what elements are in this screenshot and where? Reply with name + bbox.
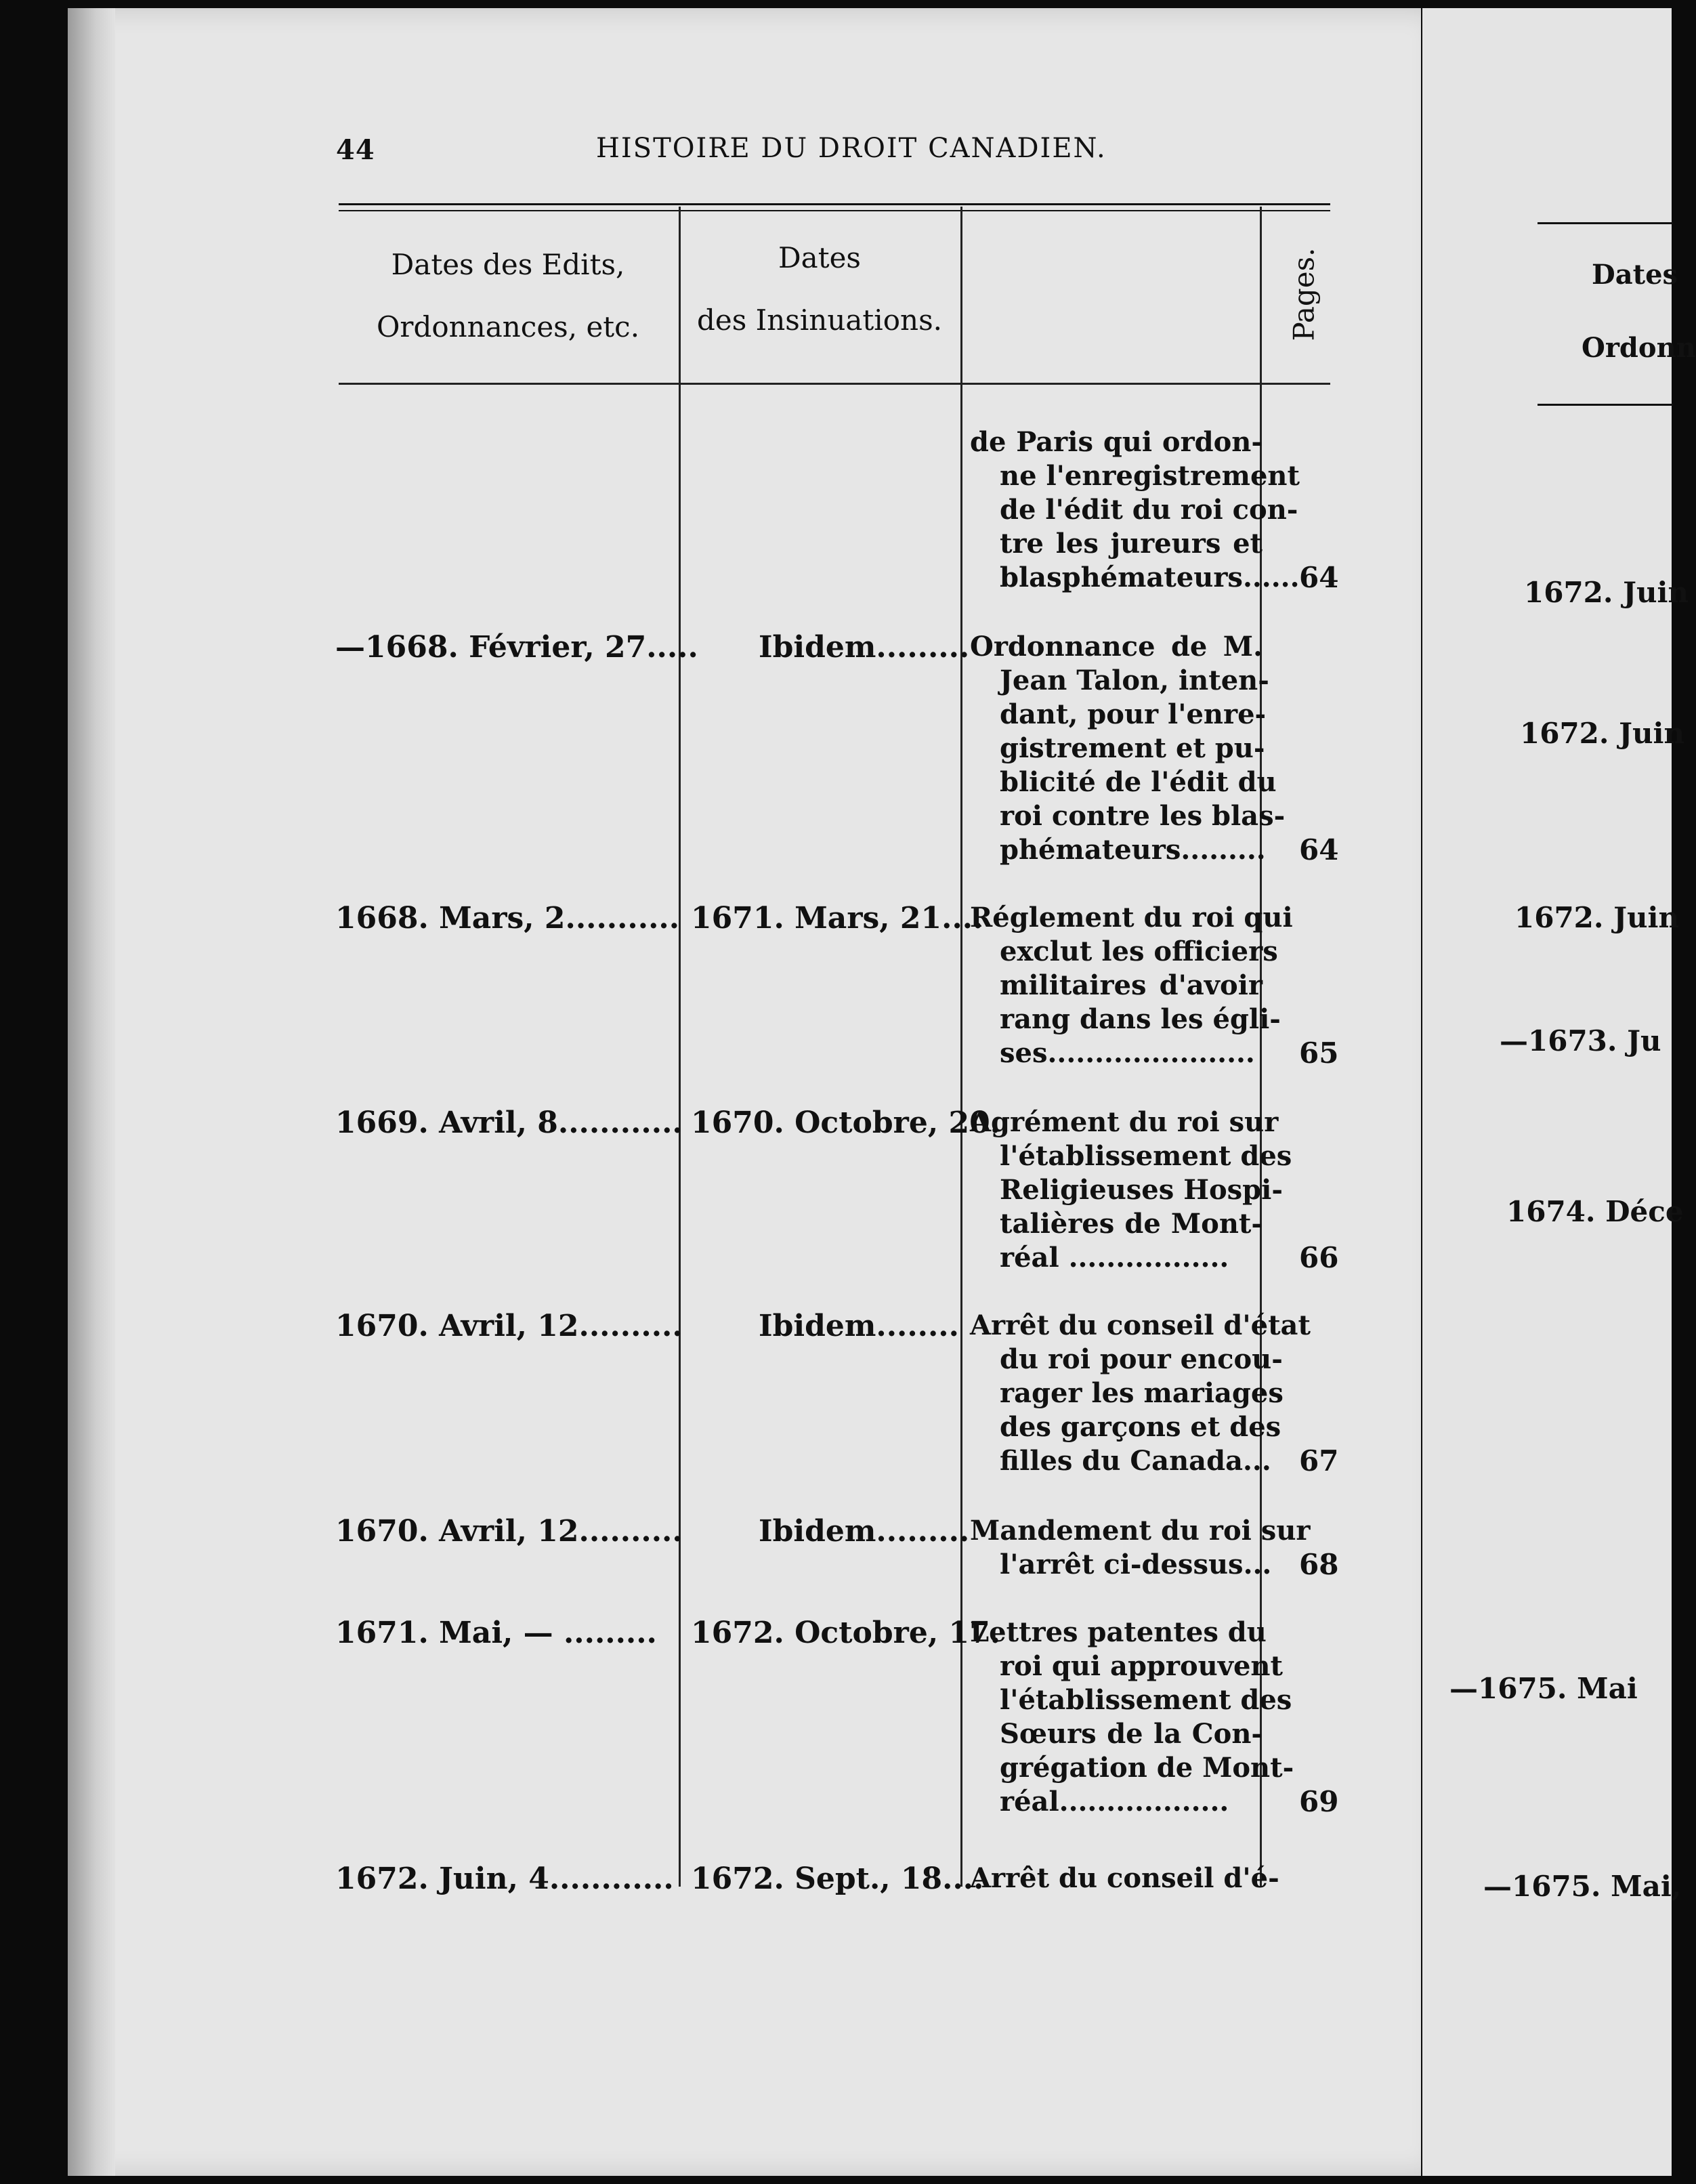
- column-header-edits: [339, 234, 677, 358]
- entry-date-insinuation: 1672. Octobre, 17.: [691, 1616, 1001, 1650]
- entry-description-line: de l'édit du roi con-: [1000, 494, 1298, 526]
- entry-date-edit: 1670. Avril, 12..........: [335, 1514, 683, 1549]
- entry-date-insinuation: 1671. Mars, 21....: [691, 901, 983, 936]
- entry-description-line: Ordonnance de M.: [970, 631, 1263, 663]
- entry-description-line: Arrêt du conseil d'état: [970, 1309, 1311, 1341]
- entry-page-number: 64: [1299, 561, 1339, 594]
- column-header-edits-line2: Ordonnances, etc.: [376, 310, 640, 343]
- right-page-top-rule: [1538, 222, 1673, 224]
- entry-description: [970, 1514, 1311, 1582]
- entry-date-edit: —1668. Février, 27.....: [335, 630, 698, 665]
- entry-description: [970, 1862, 1279, 1895]
- entry-description-line: l'arrêt ci-dessus...: [1000, 1549, 1272, 1580]
- entry-page-number: 65: [1299, 1036, 1339, 1070]
- entry-description-line: roi contre les blas-: [1000, 800, 1286, 832]
- entry-description-line: Jean Talon, inten-: [1000, 665, 1269, 696]
- table-header-rule: [339, 383, 1330, 385]
- entry-description-line: l'établissement des: [1000, 1140, 1292, 1172]
- entry-description-line: talières de Mont-: [1000, 1208, 1263, 1240]
- entry-page-number: 68: [1299, 1548, 1339, 1581]
- column-header-ins-line1: Dates: [778, 241, 861, 274]
- entry-description: [970, 1106, 1292, 1275]
- entry-description-line: grégation de Mont-: [1000, 1752, 1294, 1784]
- entry-description-line: rager les mariages: [1000, 1377, 1284, 1409]
- column-header-pages: Pages.: [1287, 247, 1321, 341]
- right-page-entry-fragment: —1675. Mai: [1449, 1672, 1638, 1705]
- entry-page-number: 67: [1299, 1444, 1339, 1477]
- entry-date-edit: 1672. Juin, 4............: [335, 1862, 674, 1896]
- entry-date-edit: 1671. Mai, — .........: [335, 1616, 657, 1650]
- column-divider-1: [679, 207, 681, 1887]
- entry-date-insinuation: 1672. Sept., 18....: [691, 1862, 984, 1896]
- entry-description-line: réal..................: [1000, 1786, 1229, 1818]
- entry-description-line: phémateurs.........: [1000, 834, 1266, 866]
- entry-description-line: de Paris qui ordon-: [970, 426, 1263, 458]
- entry-description-line: ses......................: [1000, 1037, 1255, 1069]
- entry-description-line: des garçons et des: [1000, 1411, 1281, 1443]
- entry-description: [970, 425, 1300, 595]
- entry-description-line: ne l'enregistrement: [1000, 460, 1300, 492]
- entry-description-line: Mandement du roi sur: [970, 1515, 1311, 1547]
- entry-date-insinuation: Ibidem.........: [759, 630, 970, 665]
- entry-description-line: réal .................: [1000, 1242, 1229, 1274]
- entry-description-line: blasphémateurs......: [1000, 562, 1300, 593]
- entry-description-line: Sœurs de la Con-: [1000, 1718, 1263, 1750]
- entry-description-line: Arrêt du conseil d'é-: [970, 1862, 1279, 1894]
- entry-date-edit: 1670. Avril, 12..........: [335, 1309, 683, 1343]
- entry-description-line: Agrément du roi sur: [970, 1106, 1279, 1138]
- entry-page-number: 69: [1299, 1785, 1339, 1818]
- right-page-entry-fragment: —1675. Mai,: [1483, 1870, 1682, 1903]
- entry-description-line: rang dans les égli-: [1000, 1003, 1281, 1035]
- page-number: 44: [336, 134, 375, 166]
- right-page-entry-fragment: —1673. Ju: [1500, 1024, 1661, 1057]
- entry-description-line: du roi pour encou-: [1000, 1343, 1283, 1375]
- column-header-ins-line2: des Insinuations.: [697, 303, 942, 337]
- entry-date-insinuation: Ibidem........: [759, 1309, 959, 1343]
- entry-description-line: tre les jureurs et: [1000, 528, 1263, 560]
- entry-description-line: gistrement et pu-: [1000, 732, 1265, 764]
- entry-page-number: 64: [1299, 833, 1339, 866]
- page-binding-shadow: [68, 8, 115, 2176]
- column-header-insinuations: [681, 227, 958, 352]
- entry-date-edit: 1668. Mars, 2...........: [335, 901, 680, 936]
- entry-description-line: exclut les officiers: [1000, 936, 1278, 967]
- entry-description-line: filles du Canada...: [1000, 1445, 1271, 1477]
- right-page-header-line2: Ordonn: [1582, 332, 1696, 364]
- entry-description-line: militaires d'avoir: [1000, 969, 1263, 1001]
- entry-date-edit: 1669. Avril, 8............: [335, 1106, 683, 1140]
- entry-description: [970, 901, 1293, 1070]
- running-title: HISTOIRE DU DROIT CANADIEN.: [596, 133, 1107, 164]
- entry-description-line: Religieuses Hospi-: [1000, 1174, 1283, 1206]
- right-page-entry-fragment: 1672. Juin: [1520, 717, 1685, 750]
- entry-date-insinuation: Ibidem.........: [759, 1514, 970, 1549]
- entry-description: [970, 1309, 1311, 1478]
- entry-description-line: l'établissement des: [1000, 1684, 1292, 1716]
- right-page-header-rule: [1538, 404, 1673, 406]
- entry-description-line: Réglement du roi qui: [970, 902, 1293, 933]
- right-page-header-line1: Dates: [1592, 259, 1678, 291]
- right-page-entry-fragment: 1672. Juin: [1524, 576, 1689, 609]
- entry-description-line: dant, pour l'enre-: [1000, 698, 1267, 730]
- entry-date-insinuation: 1670. Octobre, 20.: [691, 1106, 1001, 1140]
- entry-page-number: 66: [1299, 1241, 1339, 1274]
- entry-description-line: blicité de l'édit du: [1000, 766, 1277, 798]
- entry-description: [970, 630, 1286, 867]
- entry-description: [970, 1616, 1294, 1819]
- right-page-entry-fragment: 1674. Déce: [1506, 1195, 1684, 1228]
- table-top-rule: [339, 203, 1330, 211]
- right-page-entry-fragment: 1672. Juin: [1514, 901, 1680, 934]
- column-header-edits-line1: Dates des Edits,: [391, 248, 625, 281]
- entry-description-line: roi qui approuvent: [1000, 1650, 1283, 1682]
- entry-description-line: Lettres patentes du: [970, 1616, 1267, 1648]
